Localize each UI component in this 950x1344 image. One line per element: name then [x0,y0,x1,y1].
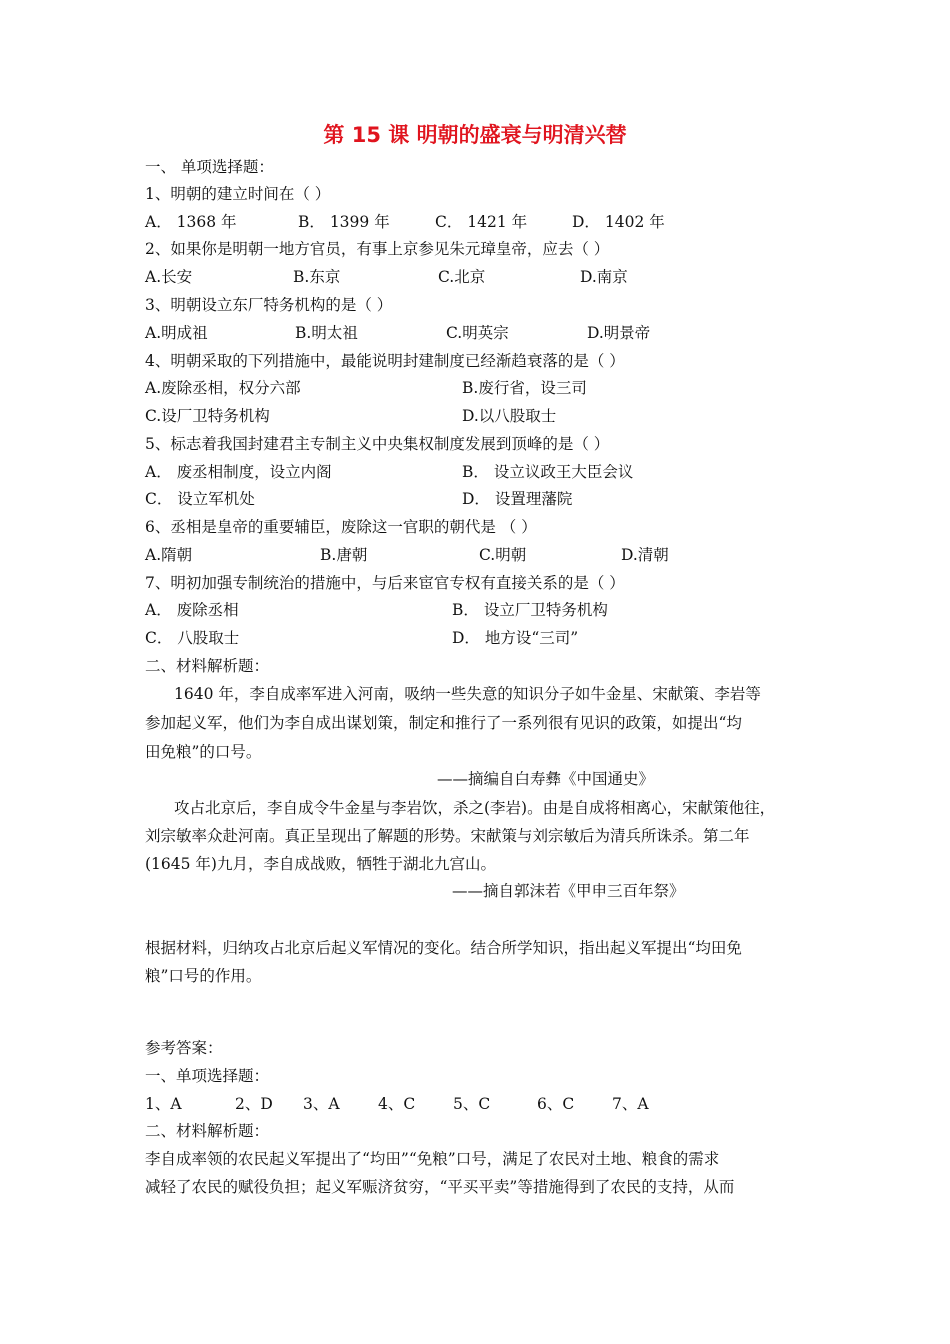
material-paragraph: 刘宗敏率众赴河南。真正呈现出了解题的形势。宋献策与刘宗敏后为清兵所诛杀。第二年 [145,827,750,845]
task-text: 根据材料，归纳攻占北京后起义军情况的变化。结合所学知识，指出起义军提出“均田免 [145,939,742,957]
answers-title: 参考答案： [145,1039,223,1057]
answer-item: 2、D [235,1095,273,1113]
material-paragraph: 攻占北京后，李自成令牛金星与李岩饮，杀之(李岩)。由是自成将相离心，宋献策他往， [174,799,776,817]
answer-item: 3、A [303,1095,340,1113]
q5-option-b: B． 设立议政王大臣会议 [462,463,634,481]
q2-option-b: B.东京 [293,268,341,286]
material-source: ——摘编自白寿彝《中国通史》 [437,770,655,788]
question-3: 3、明朝设立东厂特务机构的是（ ） [145,296,393,314]
q7-option-b: B． 设立厂卫特务机构 [452,601,608,619]
material-paragraph: 1640 年，李自成率军进入河南，吸纳一些失意的知识分子如牛金星、宋献策、李岩等 [174,685,761,703]
question-6: 6、丞相是皇帝的重要辅臣，废除这一官职的朝代是 （ ） [145,518,537,536]
q1-option-a: A． 1368 年 [145,213,237,231]
q4-option-d: D.以八股取士 [462,407,557,425]
material-source: ——摘自郭沫若《甲申三百年祭》 [452,882,685,900]
q2-option-a: A.长安 [145,268,193,286]
material-paragraph: 参加起义军，他们为李自成出谋划策，制定和推行了一系列很有见识的政策，如提出“均 [145,714,742,732]
q6-option-c: C.明朝 [479,546,527,564]
q2-option-d: D.南京 [580,268,628,286]
q3-option-a: A.明成祖 [145,324,208,342]
task-text: 粮”口号的作用。 [145,967,262,985]
question-5: 5、标志着我国封建君主专制主义中央集权制度发展到顶峰的是（ ） [145,435,610,453]
answer-item: 1、A [145,1095,182,1113]
q4-option-a: A.废除丞相，权分六部 [145,379,301,397]
q3-option-b: B.明太祖 [295,324,358,342]
q5-option-d: D． 设置理藩院 [462,490,573,508]
page-title: 第 15 课 明朝的盛衰与明清兴替 [323,123,627,147]
q1-option-c: C． 1421 年 [435,213,528,231]
q3-option-d: D.明景帝 [587,324,651,342]
q6-option-a: A.隋朝 [145,546,193,564]
q1-option-b: B． 1399 年 [298,213,390,231]
q1-option-d: D． 1402 年 [572,213,665,231]
question-4: 4、明朝采取的下列措施中，最能说明封建制度已经渐趋衰落的是（ ） [145,352,625,370]
question-1: 1、明朝的建立时间在（ ） [145,185,331,203]
answer-item: 4、C [378,1095,416,1113]
q6-option-d: D.清朝 [621,546,669,564]
material-paragraph: (1645 年)九月，李自成战败，牺牲于湖北九宫山。 [145,855,496,873]
answers-section-heading: 一、单项选择题： [145,1067,270,1085]
answer-paragraph: 李自成率领的农民起义军提出了“均田”“免粮”口号，满足了农民对土地、粮食的需求 [145,1150,720,1168]
q4-option-c: C.设厂卫特务机构 [145,407,270,425]
question-7: 7、明初加强专制统治的措施中，与后来宦官专权有直接关系的是（ ） [145,574,625,592]
q4-option-b: B.废行省，设三司 [462,379,587,397]
q6-option-b: B.唐朝 [320,546,368,564]
q7-option-a: A． 废除丞相 [145,601,239,619]
answer-item: 7、A [612,1095,649,1113]
question-2: 2、如果你是明朝一地方官员，有事上京参见朱元璋皇帝，应去（ ） [145,240,610,258]
q5-option-a: A． 废丞相制度，设立内阁 [145,463,332,481]
section-heading: 一、 单项选择题： [145,158,274,176]
q2-option-c: C.北京 [438,268,486,286]
section-heading: 二、材料解析题： [145,657,270,675]
q7-option-d: D． 地方设“三司” [452,629,579,647]
answer-item: 5、C [453,1095,491,1113]
answer-item: 6、C [537,1095,575,1113]
answer-paragraph: 减轻了农民的赋役负担；起义军赈济贫穷，“平买平卖”等措施得到了农民的支持，从而 [145,1178,735,1196]
q3-option-c: C.明英宗 [446,324,509,342]
q7-option-c: C． 八股取士 [145,629,240,647]
answers-section-heading: 二、材料解析题： [145,1122,270,1140]
q5-option-c: C． 设立军机处 [145,490,255,508]
material-paragraph: 田免粮”的口号。 [145,743,262,761]
